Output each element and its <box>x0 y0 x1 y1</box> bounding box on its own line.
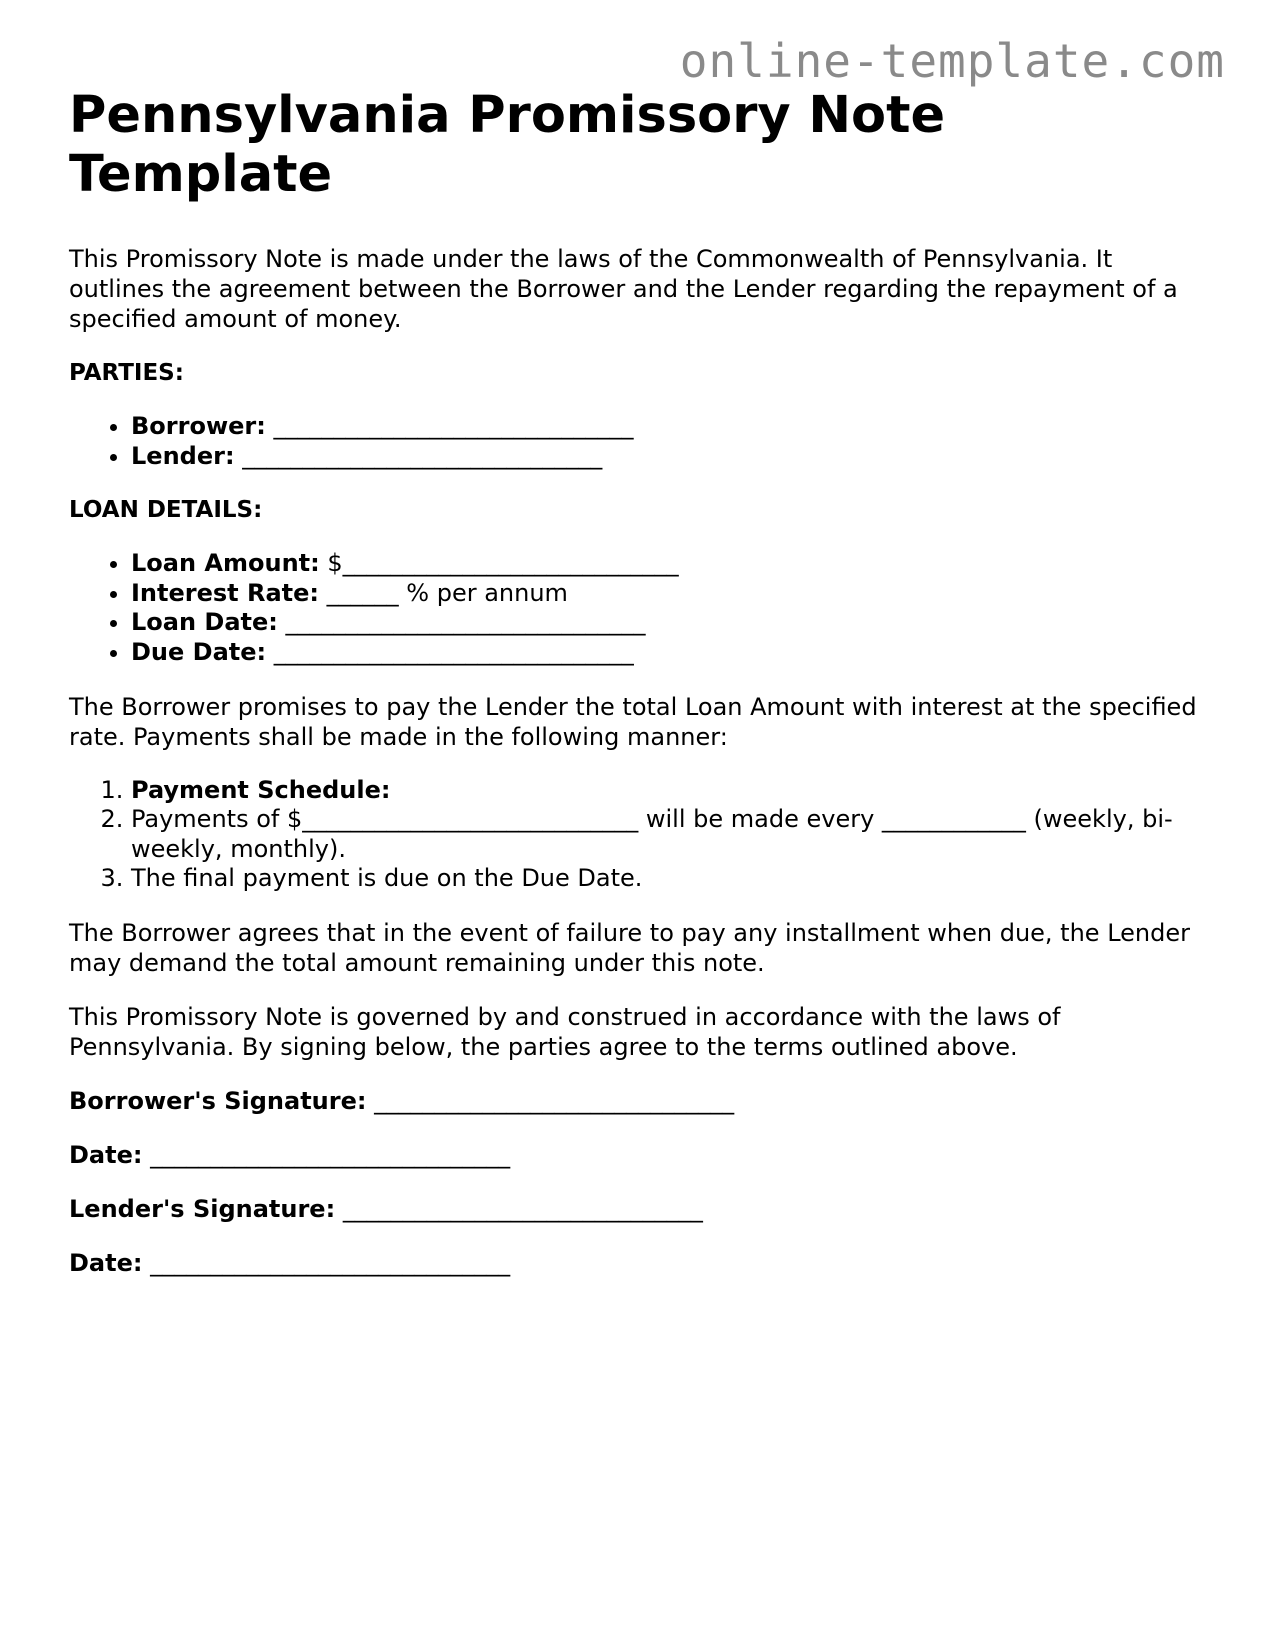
list-item <box>131 638 1209 668</box>
due-date-blank: ______________________________ <box>273 637 634 666</box>
borrower-date-line <box>69 1140 1209 1170</box>
borrower-signature-label: Borrower's Signature: <box>69 1086 367 1115</box>
list-item <box>131 608 1209 638</box>
promise-paragraph: The Borrower promises to pay the Lender the total Loan Amount with interest at the specified rate. Payments shall be made in the following manner: <box>69 692 1197 751</box>
watermark: online-template.com <box>679 34 1225 88</box>
parties-heading: PARTIES: <box>69 360 184 386</box>
parties-list <box>69 412 1209 471</box>
loan-amount-label: Loan Amount: <box>131 549 320 578</box>
lender-signature-line <box>69 1194 1209 1224</box>
document-title: Pennsylvania Promissory Note Template <box>69 86 946 204</box>
borrower-blank: ______________________________ <box>273 412 634 440</box>
lender-signature-blank: ______________________________ <box>342 1194 703 1223</box>
borrower-signature-blank: ______________________________ <box>374 1086 735 1115</box>
borrower-date-label: Date: <box>69 1140 143 1169</box>
lender-label: Lender: <box>131 441 235 470</box>
interest-rate-label: Interest Rate: <box>131 578 320 607</box>
payment-list <box>69 776 1209 894</box>
governing-law-paragraph: This Promissory Note is governed by and construed in accordance with the laws of Pennsylvania. By signing below, the parties agree to the terms outlined above. <box>69 1002 1061 1061</box>
list-item <box>131 579 1209 609</box>
borrower-label: Borrower: <box>131 412 266 440</box>
list-item <box>131 412 1209 442</box>
default-paragraph: The Borrower agrees that in the event of failure to pay any installment when due, the Lender may demand the total amount remaining under this note. <box>69 918 1190 977</box>
list-item <box>131 549 1209 579</box>
loan-amount-blank: $____________________________ <box>327 549 679 578</box>
list-item <box>131 776 1209 806</box>
lender-date-line <box>69 1248 1209 1278</box>
loan-details-list <box>69 549 1209 667</box>
lender-date-blank: ______________________________ <box>150 1248 511 1277</box>
document-body <box>69 86 1209 1278</box>
intro-paragraph: This Promissory Note is made under the laws of the Commonwealth of Pennsylvania. It outlines the agreement between the Borrower and the Lender regarding the repayment of a specified amount of money. <box>69 245 1178 333</box>
loan-details-heading: LOAN DETAILS: <box>69 497 263 524</box>
list-item <box>131 442 1209 472</box>
loan-date-label: Loan Date: <box>131 608 278 637</box>
list-item: 3. The final payment is due on the Due Date. <box>131 864 1209 894</box>
payment-schedule-label: Payment Schedule: <box>131 775 391 804</box>
borrower-date-blank: ______________________________ <box>150 1140 511 1169</box>
lender-blank: ______________________________ <box>242 441 603 470</box>
lender-date-label: Date: <box>69 1248 143 1277</box>
due-date-label: Due Date: <box>131 637 267 666</box>
borrower-signature-line <box>69 1086 1209 1116</box>
lender-signature-label: Lender's Signature: <box>69 1194 336 1223</box>
loan-date-blank: ______________________________ <box>285 608 646 637</box>
interest-rate-blank: ______ % per annum <box>326 578 568 607</box>
list-item: 2. Payments of $____________________________ will be made every ____________ (weekly, bi-weekly, monthly). <box>131 805 1209 864</box>
